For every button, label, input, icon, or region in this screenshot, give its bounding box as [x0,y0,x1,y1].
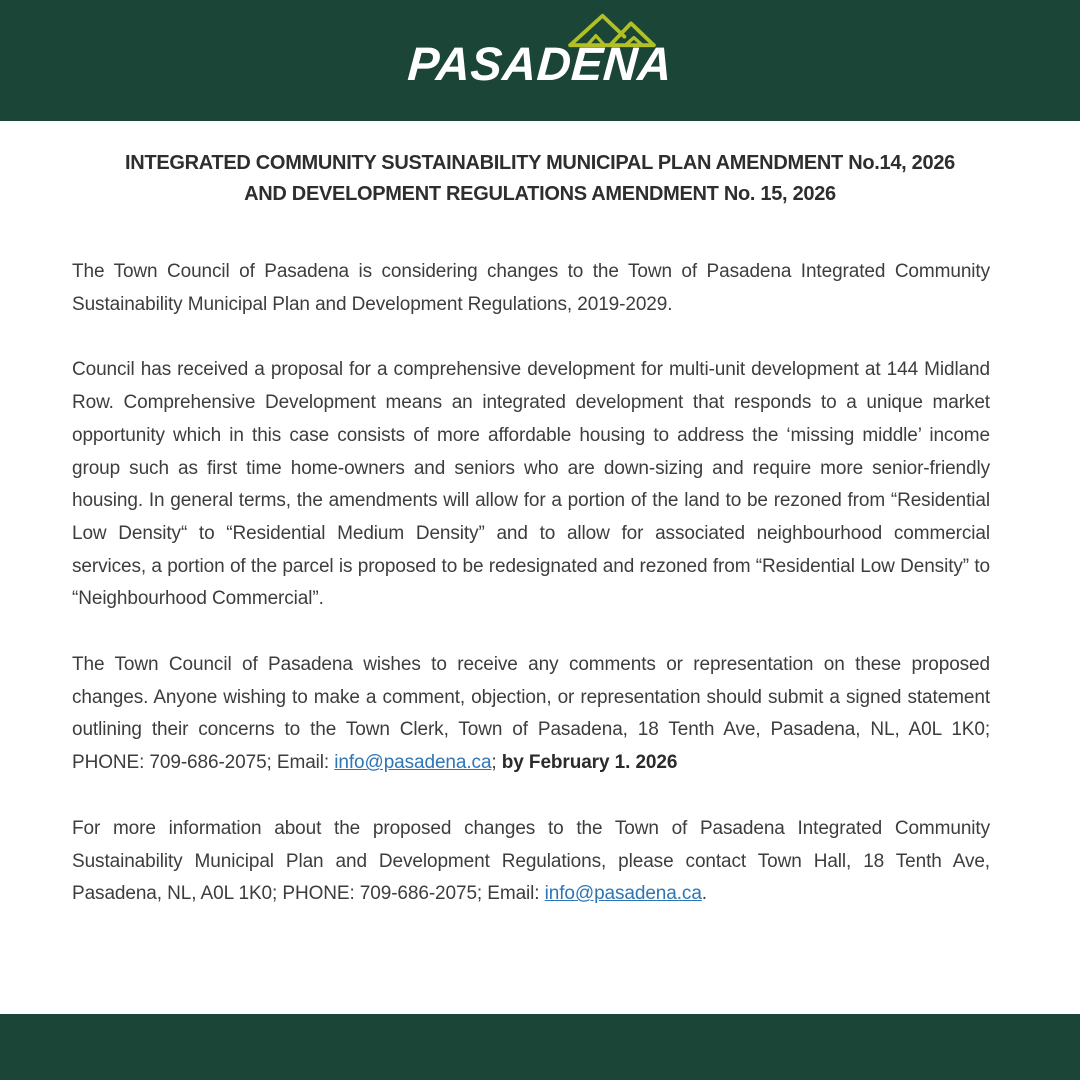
header-banner [0,0,1080,121]
notice-body [0,256,1080,911]
paragraph-proposal [72,354,990,616]
paragraph-comments [72,649,990,780]
logo-wordmark: PASADENA [406,37,674,90]
title-line-1: INTEGRATED COMMUNITY SUSTAINABILITY MUNICIPAL PLAN AMENDMENT No.14, 2026 [125,152,955,174]
body-text: Council has received a proposal for a comprehensive development for multi-unit development at 144 Midland Row. Comprehensive Development means an integrated development that responds to a unique market opportunity which in this case consists of more affordable housing to address the ‘missing middle’ income group such as first time home-owners and seniors who are down-sizing and require more senior-friendly housing. In general terms, the amendments will allow for a portion of the land to be rezoned from “Residential Low Density“ to “Residential Medium Density” and to allow for associated neighbourhood commercial services, a portion of the parcel is proposed to be redesignated and rezoned from “Residential Low Density” to “Neighbourhood Commercial”. [72,359,990,610]
email-link[interactable]: info@pasadena.ca [544,883,702,905]
email-link[interactable]: info@pasadena.ca [334,752,492,774]
pasadena-logo [406,37,674,90]
deadline-text: by February 1. 2026 [501,752,678,774]
body-text: ; [491,752,502,774]
body-text: The Town Council of Pasadena is considering changes to the Town of Pasadena Integrated Community Sustainability Municipal Plan and Development Regulations, 2019-2029. [72,261,990,315]
body-text: The Town Council of Pasadena wishes to receive any comments or representation on these proposed changes. Anyone wishing to make a comment, objection, or representation should submit a signed statement outlining their concerns to the Town Clerk, Town of Pasadena, 18 Tenth Ave, Pasadena, NL, A0L 1K0; PHONE: 709-686-2075; Email: [72,654,990,774]
title-line-2: AND DEVELOPMENT REGULATIONS AMENDMENT No. 15, 2026 [244,183,836,205]
footer-banner [0,1014,1080,1080]
body-text: . [701,883,707,905]
paragraph-more-info [72,813,990,911]
body-text: For more information about the proposed changes to the Town of Pasadena Integrated Community Sustainability Municipal Plan and Development Regulations, please contact Town Hall, 18 Tenth Ave, Pasadena, NL, A0L 1K0; PHONE: 709-686-2075; Email: [72,817,990,905]
paragraph-intro [72,256,990,321]
